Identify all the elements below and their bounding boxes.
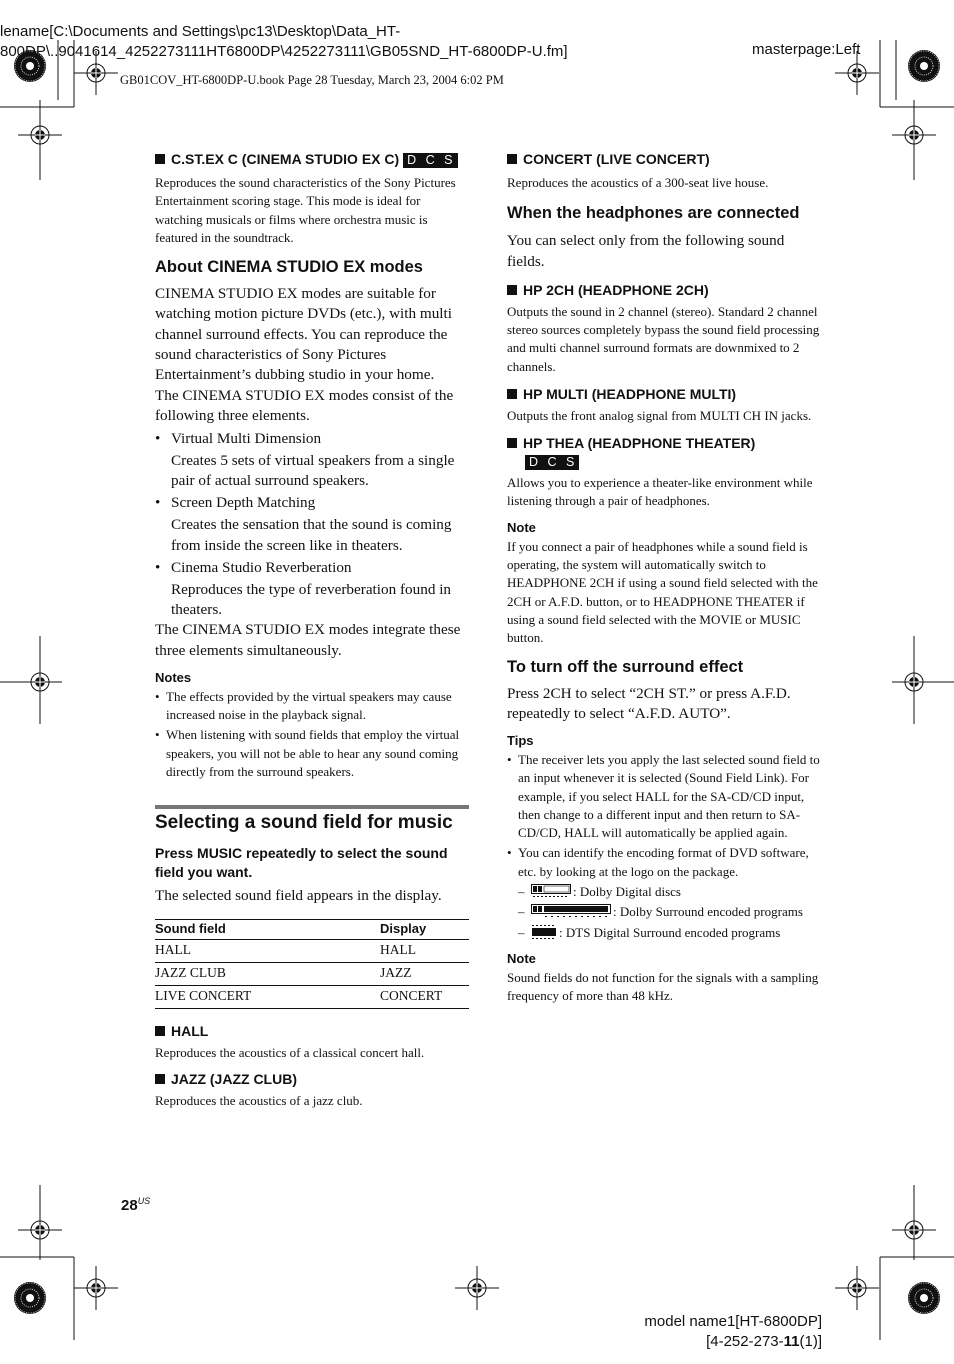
surround-off-heading: To turn off the surround effect <box>507 657 744 676</box>
tips-heading: Tips <box>507 732 534 748</box>
headphones-intro: You can select only from the following sound fields. <box>507 232 785 270</box>
about-heading: About CINEMA STUDIO EX modes <box>155 258 423 277</box>
square-bullet-icon <box>155 1026 165 1036</box>
left-column <box>155 150 469 1110</box>
notes-heading: Notes <box>155 669 192 685</box>
hptheater-heading: HP THEA (HEADPHONE THEATER) D C S <box>507 434 821 470</box>
square-bullet-icon <box>155 154 165 164</box>
table-header-row <box>155 919 469 939</box>
element-desc: Creates 5 sets of virtual speakers from a single pair of actual surround speakers. <box>171 451 455 490</box>
about-paragraph-3: The CINEMA STUDIO EX modes integrate these three elements simultaneously. <box>155 621 461 659</box>
logo-item: – : Dolby Digital discs <box>507 883 821 901</box>
logo-item: – : DTS Digital Surround encoded programs <box>507 924 821 942</box>
concert-text: Reproduces the acoustics of a 300-seat live house. <box>507 175 769 190</box>
hpmulti-heading: HP MULTI (HEADPHONE MULTI) <box>507 385 821 403</box>
element-title: • Cinema Studio Reverberation <box>155 558 469 578</box>
press-instruction: Press MUSIC repeatedly to select the sound field you want. <box>155 845 448 881</box>
headphones-heading: When the headphones are connected <box>507 204 800 223</box>
element-title: • Screen Depth Matching <box>155 493 469 513</box>
table-cell: LIVE CONCERT <box>155 985 380 1008</box>
tip-item: • The receiver lets you apply the last selected sound field to an input whenever it is selected (Sound Field Link). For example, if you select HALL for the SA-CD/CD input, then change to a different input and then return to SA-CD/CD, HALL will automatically be applied again. <box>507 751 821 842</box>
note-heading: Note <box>507 519 536 535</box>
jazz-heading: JAZZ (JAZZ CLUB) <box>155 1070 469 1088</box>
model-name: model name1[HT-6800DP] <box>644 1313 822 1330</box>
dcs-badge: D C S <box>525 455 579 470</box>
dts-logo-icon <box>531 924 557 940</box>
square-bullet-icon <box>155 1074 165 1084</box>
dolby-surround-logo-icon <box>531 904 611 918</box>
filename-line-1: lename[C:\Documents and Settings\pc13\Desktop\Data_HT- <box>0 23 401 40</box>
book-info-line: GB01COV_HT-6800DP-U.book Page 28 Tuesday, March 23, 2004 6:02 PM <box>120 73 504 87</box>
table-header: Sound field <box>155 919 380 939</box>
filename-line-2: 800DP\..9041614_4252273111HT6800DP\4252273111\GB05SND_HT-6800DP-U.fm] <box>0 43 568 60</box>
note-item: • The effects provided by the virtual speakers may cause increased noise in the playback signal. <box>155 688 469 725</box>
hall-heading: HALL <box>155 1022 469 1040</box>
page-region-sup: US <box>137 1196 151 1206</box>
dolby-digital-logo-icon <box>531 884 571 898</box>
table-row <box>155 962 469 985</box>
element-desc: Creates the sensation that the sound is coming from inside the screen like in theaters. <box>171 516 452 554</box>
about-paragraph-2: The CINEMA STUDIO EX modes consist of the following three elements. <box>155 387 454 425</box>
music-section-heading: Selecting a sound field for music <box>155 812 453 834</box>
table-cell: JAZZ <box>380 962 469 985</box>
hall-text: Reproduces the acoustics of a classical concert hall. <box>155 1044 425 1060</box>
note-item: • When listening with sound fields that employ the virtual speakers, you will not be able to hear any sound coming directly from the surround speakers. <box>155 726 469 781</box>
surround-off-text: Press 2CH to select “2CH ST.” or press A.F.D. repeatedly to select “A.F.D. AUTO”. <box>507 684 791 722</box>
square-bullet-icon <box>507 389 517 399</box>
part-number: [4-252-273-11(1)] <box>706 1333 822 1350</box>
square-bullet-icon <box>507 285 517 295</box>
logo-item: – : Dolby Surround encoded programs <box>507 903 821 921</box>
dcs-badge: D C S <box>403 153 457 168</box>
square-bullet-icon <box>507 438 517 448</box>
table-row <box>155 939 469 962</box>
masterpage-label: masterpage:Left <box>752 41 861 58</box>
jazz-text: Reproduces the acoustics of a jazz club. <box>155 1092 363 1108</box>
note-text-2: Sound fields do not function for the signals with a sampling frequency of more than 48 kHz. <box>507 969 819 1004</box>
element-title: • Virtual Multi Dimension <box>155 429 469 449</box>
hp2ch-text: Outputs the sound in 2 channel (stereo). Standard 2 channel stereo sources completely bypass the sound field processing and multi channel surround formats are downmixed to 2 channels. <box>507 303 820 374</box>
cst-heading: C.ST.EX C (CINEMA STUDIO EX C) D C S <box>155 150 469 168</box>
table-cell: JAZZ CLUB <box>155 962 380 985</box>
right-column <box>507 150 821 1006</box>
about-paragraph-1: CINEMA STUDIO EX modes are suitable for watching motion picture DVDs (etc.), with multi channel surround effects. You can reproduce the sound characteristics of Sony Pictures Entertainment’s dubbing studio in your home. <box>155 285 452 383</box>
sound-field-table <box>155 919 469 1009</box>
hp2ch-heading: HP 2CH (HEADPHONE 2CH) <box>507 281 821 299</box>
appears-text: The selected sound field appears in the display. <box>155 887 442 905</box>
table-cell: CONCERT <box>380 985 469 1008</box>
cst-text: Reproduces the sound characteristics of the Sony Pictures Entertainment scoring stage. This mode is ideal for watching musicals or films where orchestra music is featured in the soundtrack. <box>155 175 456 245</box>
square-bullet-icon <box>507 154 517 164</box>
hptheater-text: Allows you to experience a theater-like environment while listening through a pair of headphones. <box>507 475 813 509</box>
page-number: $28^{US}$ <box>121 1196 151 1214</box>
table-row <box>155 985 469 1008</box>
note-text: If you connect a pair of headphones while a sound field is operating, the system will automatically switch to HEADPHONE 2CH if using a sound field selected with the 2CH or A.F.D. button, or to HEADPHONE THEATER if using a sound field selected with the MOVIE or MUSIC button. <box>507 538 818 646</box>
tip-item: • You can identify the encoding format of DVD software, etc. by looking at the logo on the package. <box>507 844 821 881</box>
section-rule <box>155 805 469 809</box>
table-cell: HALL <box>155 939 380 962</box>
element-desc: Reproduces the type of reverberation found in theaters. <box>171 581 452 619</box>
hpmulti-text: Outputs the front analog signal from MULTI CH IN jacks. <box>507 407 812 423</box>
concert-heading: CONCERT (LIVE CONCERT) <box>507 150 821 168</box>
table-header: Display <box>380 919 469 939</box>
table-cell: HALL <box>380 939 469 962</box>
note-heading-2: Note <box>507 950 536 966</box>
